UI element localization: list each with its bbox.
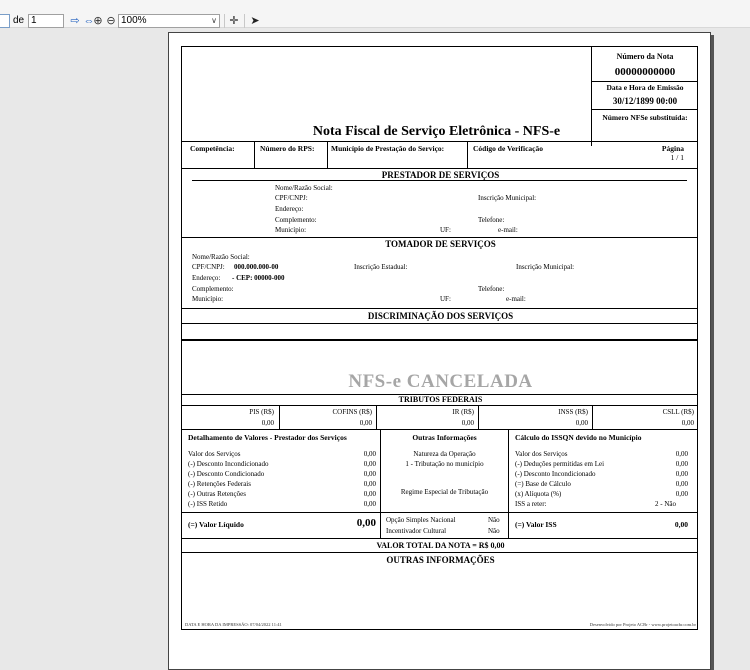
numero-nota-value: 00000000000 <box>614 66 676 78</box>
nfse-document <box>181 46 698 630</box>
regime-especial-label: Regime Especial de Tributação <box>400 488 489 496</box>
current-page-input[interactable] <box>0 14 10 28</box>
data-emissao-value: 30/12/1899 00:00 <box>612 96 678 106</box>
cofins-label: COFINS (R$) <box>332 408 372 416</box>
valor-liquido-label: (=) Valor Líquido <box>188 520 244 529</box>
ir-label: IR (R$) <box>452 408 474 416</box>
issqn-row-value: 0,00 <box>675 460 688 468</box>
tomador-inscricao-municipal-label: Inscrição Municipal: <box>516 263 575 271</box>
detalhamento-row-label: (-) Outras Retenções <box>188 490 246 498</box>
cursor-icon[interactable]: ➤ <box>250 15 260 27</box>
issqn-row-label: (x) Alíquota (%) <box>515 490 562 498</box>
detalhamento-row-value: 0,00 <box>363 450 376 458</box>
detalhamento-row-value: 0,00 <box>363 480 376 488</box>
zoom-select[interactable] <box>118 14 220 28</box>
divider <box>508 429 509 538</box>
report-toolbar <box>0 0 750 28</box>
issqn-row-value: 0,00 <box>675 490 688 498</box>
issqn-row-value: 2 - Não <box>655 500 676 508</box>
csll-label: CSLL (R$) <box>662 408 694 416</box>
prestador-uf-label: UF: <box>440 226 451 234</box>
toolbar-separator <box>244 14 245 28</box>
municipio-prestacao-label: Município de Prestação do Serviço: <box>331 144 445 153</box>
divider <box>467 141 468 168</box>
tomador-endereco-value: - CEP: 00000-000 <box>232 274 285 282</box>
incentivador-cultural-label: Incentivador Cultural <box>386 527 447 535</box>
issqn-row-label: (-) Desconto Incondicionado <box>515 470 596 478</box>
divider <box>182 538 697 539</box>
ir-value: 0,00 <box>461 419 474 427</box>
detalhamento-row-value: 0,00 <box>363 500 376 508</box>
issqn-row-value: 0,00 <box>675 450 688 458</box>
divider <box>182 168 697 169</box>
move-icon[interactable]: ✛ <box>229 15 239 27</box>
nfse-substituida-label: Número NFSe substituída: <box>602 113 688 122</box>
prestador-municipio-label: Município: <box>275 226 307 234</box>
issqn-row-label: (-) Deduções permitidas em Lei <box>515 460 605 468</box>
zoom-value: 100% <box>121 15 147 26</box>
natureza-operacao-label: Natureza da Operação <box>413 450 476 458</box>
tomador-cpf-value: 000.000.000-00 <box>234 263 279 271</box>
data-impressao: DATA E HORA DA IMPRESSÃO: 07/04/2022 11:41 <box>185 622 282 627</box>
divider <box>591 109 697 110</box>
divider <box>254 141 255 168</box>
inss-value: 0,00 <box>575 419 588 427</box>
numero-rps-label: Número do RPS: <box>260 144 315 153</box>
prestador-title: PRESTADOR DE SERVIÇOS <box>381 170 500 180</box>
incentivador-cultural-value: Não <box>488 527 500 535</box>
tomador-cpf-label: CPF/CNPJ: <box>192 263 225 271</box>
total-pages-field[interactable]: 1 <box>28 14 64 28</box>
simples-nacional-label: Opção Simples Nacional <box>386 516 456 524</box>
tomador-nome-label: Nome/Razão Social: <box>192 253 250 261</box>
page-title: Nota Fiscal de Serviço Eletrônica - NFS-e <box>312 124 561 139</box>
numero-nota-label: Número da Nota <box>616 52 674 61</box>
issqn-row-label: (=) Base de Cálculo <box>515 480 571 488</box>
issqn-row-value: 0,00 <box>675 480 688 488</box>
natureza-operacao-value: 1 - Tributação no município <box>405 460 484 468</box>
cofins-value: 0,00 <box>359 419 372 427</box>
divider <box>182 308 697 309</box>
pis-label: PIS (R$) <box>249 408 274 416</box>
csll-value: 0,00 <box>681 419 694 427</box>
zoom-in-icon[interactable]: ⊕ <box>93 15 103 27</box>
chevron-down-icon: ∨ <box>211 16 217 25</box>
detalhamento-title: Detalhamento de Valores - Prestador dos Serviços <box>188 433 347 442</box>
detalhamento-row-value: 0,00 <box>363 460 376 468</box>
divider <box>192 180 687 181</box>
divider <box>182 552 697 553</box>
divider <box>380 429 381 538</box>
tomador-email-label: e-mail: <box>506 295 526 303</box>
valor-total-nota: VALOR TOTAL DA NOTA = R$ 0,00 <box>376 541 505 550</box>
detalhamento-row-value: 0,00 <box>363 490 376 498</box>
competencia-label: Competência: <box>190 144 235 153</box>
inss-label: INSS (R$) <box>558 408 588 416</box>
prestador-nome-label: Nome/Razão Social: <box>275 184 333 192</box>
divider <box>182 339 697 341</box>
divider <box>182 323 697 324</box>
pis-value: 0,00 <box>261 419 274 427</box>
desenvolvido-por: Desenvolvido por Projeto ACBr - www.projetoacbr.com.br <box>589 622 696 627</box>
issqn-row-label: Valor dos Serviços <box>515 450 568 458</box>
detalhamento-row-label: (-) ISS Retido <box>188 500 228 508</box>
issqn-title: Cálculo do ISSQN devido no Município <box>515 433 642 442</box>
simples-nacional-value: Não <box>488 516 500 524</box>
prestador-telefone-label: Telefone: <box>478 216 505 224</box>
prestador-cpf-label: CPF/CNPJ: <box>275 194 308 202</box>
outras-informacoes-title: OUTRAS INFORMAÇÕES <box>386 555 495 565</box>
issqn-row-label: ISS a reter: <box>515 500 547 508</box>
prestador-endereco-label: Endereço: <box>275 205 304 213</box>
tomador-uf-label: UF: <box>440 295 451 303</box>
pagina-value: 1 / 1 <box>670 153 684 162</box>
issqn-row-value: 0,00 <box>675 470 688 478</box>
data-emissao-label: Data e Hora de Emissão <box>606 83 684 92</box>
divider <box>182 405 697 406</box>
detalhamento-row-label: (-) Desconto Incondicionado <box>188 460 269 468</box>
prestador-email-label: e-mail: <box>498 226 518 234</box>
valor-iss-value: 0,00 <box>674 520 688 529</box>
tomador-endereco-label: Endereço: <box>192 274 221 282</box>
divider <box>182 429 697 430</box>
page-of-label: de <box>13 15 25 26</box>
detalhamento-row-label: (-) Desconto Condicionado <box>188 470 265 478</box>
divider <box>327 141 328 168</box>
detalhamento-row-label: Valor dos Serviços <box>188 450 241 458</box>
toolbar-separator <box>224 14 225 28</box>
valor-iss-label: (=) Valor ISS <box>515 520 557 529</box>
divider <box>182 141 697 142</box>
zoom-out-icon[interactable]: ⊖ <box>106 15 116 27</box>
valor-liquido-value: 0,00 <box>356 517 376 529</box>
divider <box>182 512 697 513</box>
next-page-icon[interactable]: ⇨ <box>70 15 80 27</box>
pagina-label: Página <box>661 144 684 153</box>
last-page-icon[interactable]: ⇔ <box>83 15 95 27</box>
divider <box>182 237 697 238</box>
cancelada-watermark: NFS-e CANCELADA <box>348 371 533 392</box>
outras-info-title: Outras Informações <box>412 433 477 442</box>
tomador-title: TOMADOR DE SERVIÇOS <box>385 239 496 249</box>
detalhamento-row-value: 0,00 <box>363 470 376 478</box>
tomador-municipio-label: Município: <box>192 295 224 303</box>
divider <box>591 81 697 82</box>
prestador-inscricao-municipal-label: Inscrição Municipal: <box>478 194 537 202</box>
discriminacao-title: DISCRIMINAÇÃO DOS SERVIÇOS <box>367 311 514 321</box>
tomador-telefone-label: Telefone: <box>478 285 505 293</box>
tributos-title: TRIBUTOS FEDERAIS <box>398 395 483 404</box>
detalhamento-row-label: (-) Retenções Federais <box>188 480 251 488</box>
tomador-inscricao-estadual-label: Inscrição Estadual: <box>354 263 408 271</box>
prestador-complemento-label: Complemento: <box>275 216 317 224</box>
codigo-verificacao-label: Código de Verificação <box>473 144 543 153</box>
tomador-complemento-label: Complemento: <box>192 285 234 293</box>
